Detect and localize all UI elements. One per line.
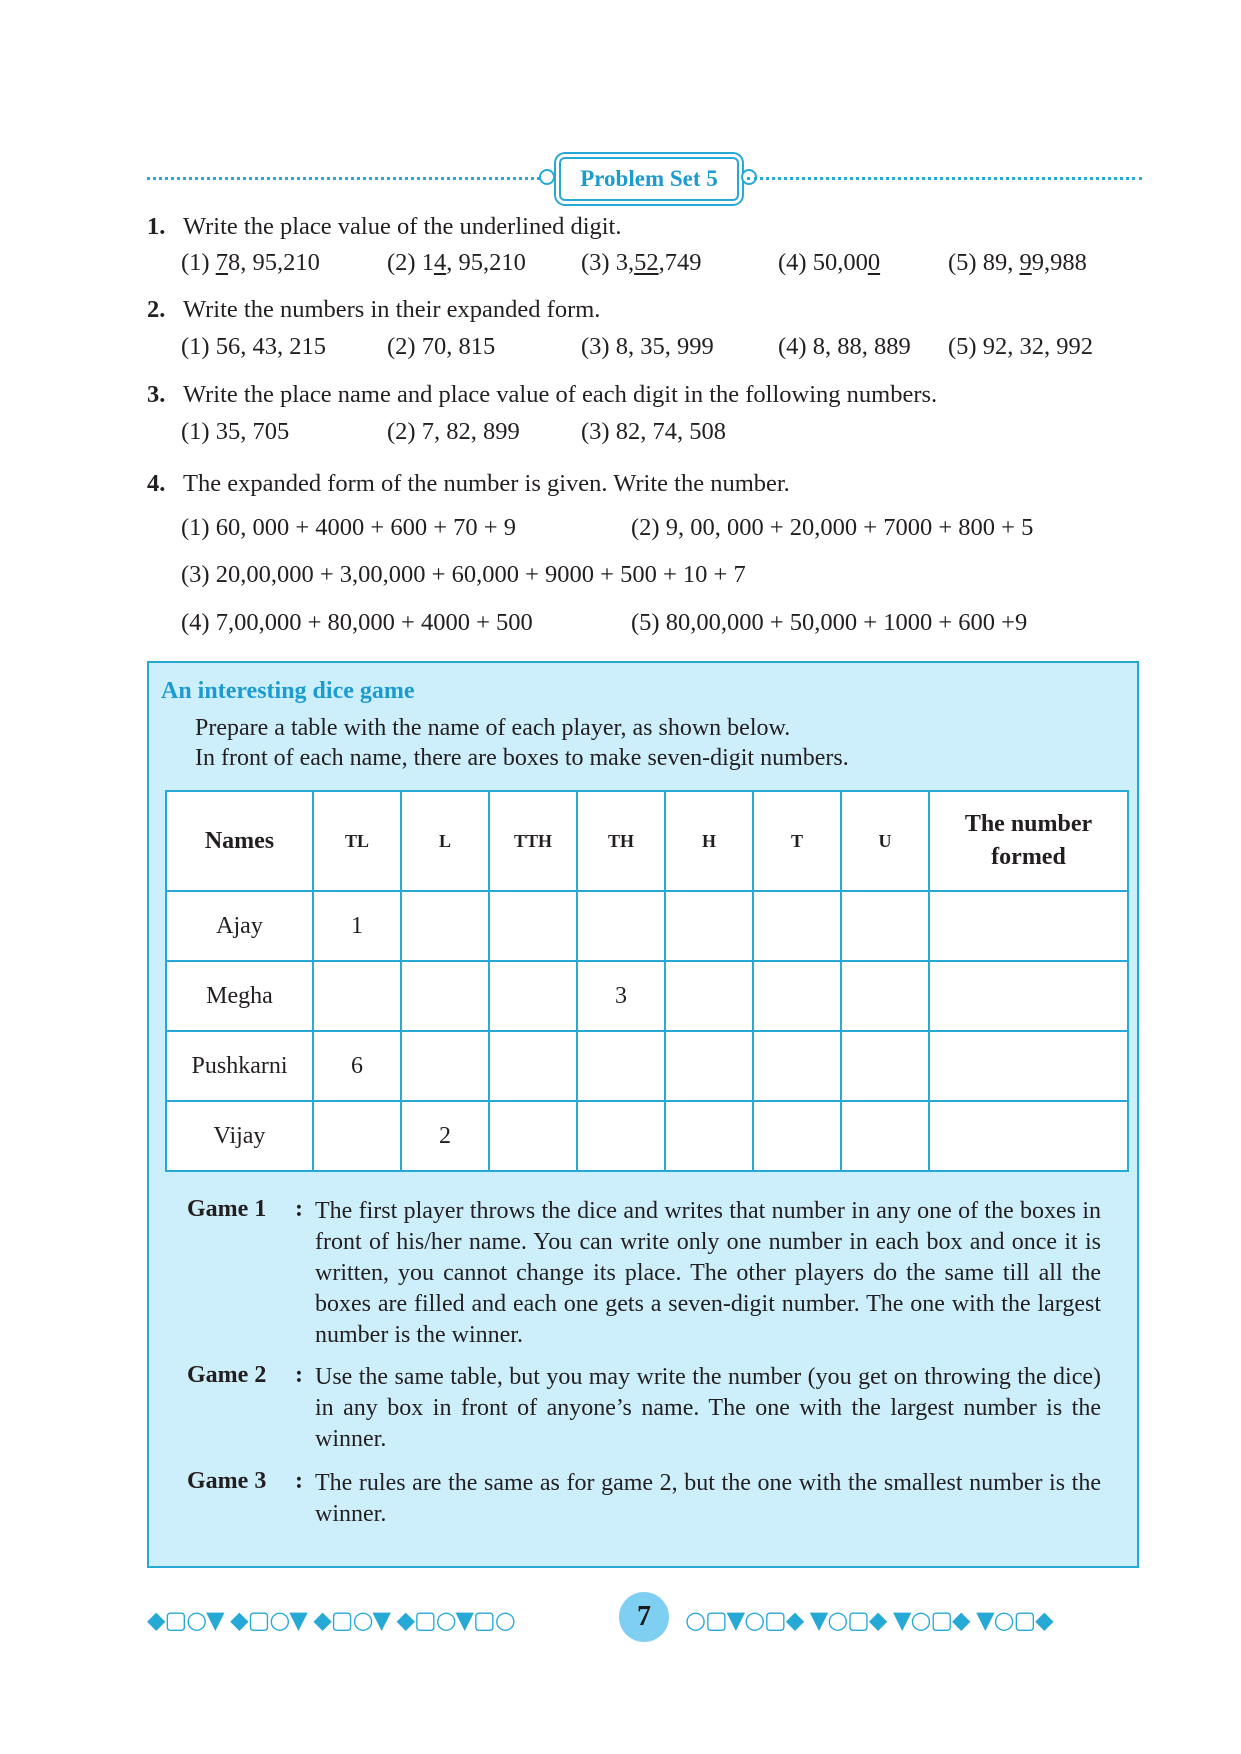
player-name: Ajay	[166, 891, 313, 961]
player-name: Vijay	[166, 1101, 313, 1171]
question-text: Write the numbers in their expanded form.	[183, 296, 601, 323]
q1-option-3: (3) 3,52,749	[581, 249, 702, 276]
table-cell	[401, 891, 489, 961]
rule-colon: :	[295, 1468, 303, 1494]
table-cell	[753, 961, 841, 1031]
header-dotted-line-left	[147, 177, 540, 180]
header-tl: TL	[313, 791, 401, 891]
table-cell	[313, 1101, 401, 1171]
dice-game-intro-line-2: In front of each name, there are boxes to make seven-digit numbers.	[195, 745, 849, 771]
header-l: L	[401, 791, 489, 891]
rule-colon: :	[295, 1196, 303, 1222]
table-cell	[489, 891, 577, 961]
table-cell	[665, 1031, 753, 1101]
dice-game-intro-line-1: Prepare a table with the name of each player, as shown below.	[195, 715, 791, 741]
table-cell	[929, 891, 1128, 961]
table-row	[166, 1031, 1128, 1101]
q1-option-5: (5) 89, 99,988	[948, 249, 1087, 276]
header-t: T	[753, 791, 841, 891]
question-text: The expanded form of the number is given. Write the number.	[183, 470, 790, 497]
table-row	[166, 891, 1128, 961]
rule-colon: :	[295, 1362, 303, 1388]
dice-game-table	[165, 790, 1129, 1172]
table-cell	[489, 1101, 577, 1171]
game-rule-label: Game 3	[187, 1468, 267, 1494]
header-names: Names	[166, 791, 313, 891]
player-name: Pushkarni	[166, 1031, 313, 1101]
footer-shapes-right-icon: ○▢▼○▢◆ ▼○▢◆ ▼○▢◆ ▼○▢◆	[685, 1606, 1053, 1634]
game-rule-label: Game 2	[187, 1362, 267, 1388]
table-cell	[929, 961, 1128, 1031]
question-4	[147, 470, 790, 498]
header-dotted-line-right	[747, 177, 1142, 180]
question-1	[147, 213, 622, 241]
problem-set-title: Problem Set 5	[559, 157, 739, 201]
header-ornament-left	[539, 169, 555, 185]
table-cell	[665, 961, 753, 1031]
table-header-row	[166, 791, 1128, 891]
question-number: 1.	[147, 213, 166, 240]
q2-option-1: (1) 56, 43, 215	[181, 333, 326, 360]
q4-option-4: (4) 7,00,000 + 80,000 + 4000 + 500	[181, 609, 533, 636]
question-number: 4.	[147, 470, 166, 497]
footer-shapes-left-icon: ◆▢○▼ ◆▢○▼ ◆▢○▼ ◆▢○▼▢○	[147, 1606, 515, 1634]
table-cell	[929, 1101, 1128, 1171]
player-name: Megha	[166, 961, 313, 1031]
page-number: 7	[619, 1592, 669, 1642]
table-row	[166, 1101, 1128, 1171]
table-cell	[401, 1031, 489, 1101]
game-rule-text: The first player throws the dice and writes that number in any one of the boxes in front of his/her name. You can write only one number in each box and once it is written, you cannot change its place. The other players do the same till all the boxes are filled and each one gets a seven-digit number. The one with the largest number is the winner.	[315, 1198, 1101, 1348]
dice-game-box	[147, 661, 1139, 1568]
table-cell: 1	[313, 891, 401, 961]
q4-option-2: (2) 9, 00, 000 + 20,000 + 7000 + 800 + 5	[631, 514, 1034, 541]
q2-option-4: (4) 8, 88, 889	[778, 333, 911, 360]
table-cell	[841, 1101, 929, 1171]
table-cell: 6	[313, 1031, 401, 1101]
table-cell	[841, 961, 929, 1031]
table-cell	[753, 1031, 841, 1101]
table-cell	[929, 1031, 1128, 1101]
question-number: 3.	[147, 381, 166, 408]
header-h: H	[665, 791, 753, 891]
page-footer	[147, 1592, 1142, 1642]
table-cell	[577, 891, 665, 961]
game-rule-text: Use the same table, but you may write the number (you get on throwing the dice) in any box in front of anyone’s name. The one with the largest number is the winner.	[315, 1364, 1101, 1452]
q1-option-1: (1) 78, 95,210	[181, 249, 320, 276]
game-rule-label: Game 1	[187, 1196, 267, 1222]
table-cell	[577, 1031, 665, 1101]
q3-option-2: (2) 7, 82, 899	[387, 418, 520, 445]
q2-option-5: (5) 92, 32, 992	[948, 333, 1093, 360]
question-2	[147, 296, 600, 324]
dice-game-title: An interesting dice game	[161, 678, 415, 704]
q4-option-5: (5) 80,00,000 + 50,000 + 1000 + 600 +9	[631, 609, 1028, 636]
table-cell	[313, 961, 401, 1031]
table-cell	[665, 1101, 753, 1171]
q4-option-1: (1) 60, 000 + 4000 + 600 + 70 + 9	[181, 514, 516, 541]
header-tth: TTH	[489, 791, 577, 891]
q1-option-4: (4) 50,000	[778, 249, 881, 276]
table-cell	[753, 1101, 841, 1171]
header-th: TH	[577, 791, 665, 891]
table-cell	[665, 891, 753, 961]
table-cell: 2	[401, 1101, 489, 1171]
q2-option-3: (3) 8, 35, 999	[581, 333, 714, 360]
table-cell	[401, 961, 489, 1031]
header-number-formed: The number formed	[929, 791, 1128, 891]
question-text: Write the place name and place value of each digit in the following numbers.	[183, 381, 938, 408]
table-cell	[841, 1031, 929, 1101]
table-cell: 3	[577, 961, 665, 1031]
q3-option-1: (1) 35, 705	[181, 418, 290, 445]
question-3	[147, 381, 937, 409]
q3-option-3: (3) 82, 74, 508	[581, 418, 726, 445]
table-cell	[841, 891, 929, 961]
q4-option-3: (3) 20,00,000 + 3,00,000 + 60,000 + 9000 + 500 + 10 + 7	[181, 561, 746, 588]
table-row	[166, 961, 1128, 1031]
table-cell	[489, 1031, 577, 1101]
q2-option-2: (2) 70, 815	[387, 333, 496, 360]
problem-set-header	[147, 157, 1142, 201]
question-text: Write the place value of the underlined digit.	[183, 213, 622, 240]
q1-option-2: (2) 14, 95,210	[387, 249, 526, 276]
table-cell	[753, 891, 841, 961]
header-u: U	[841, 791, 929, 891]
table-cell	[489, 961, 577, 1031]
question-number: 2.	[147, 296, 166, 323]
table-cell	[577, 1101, 665, 1171]
game-rule-text: The rules are the same as for game 2, but the one with the smallest number is the winner.	[315, 1470, 1101, 1527]
